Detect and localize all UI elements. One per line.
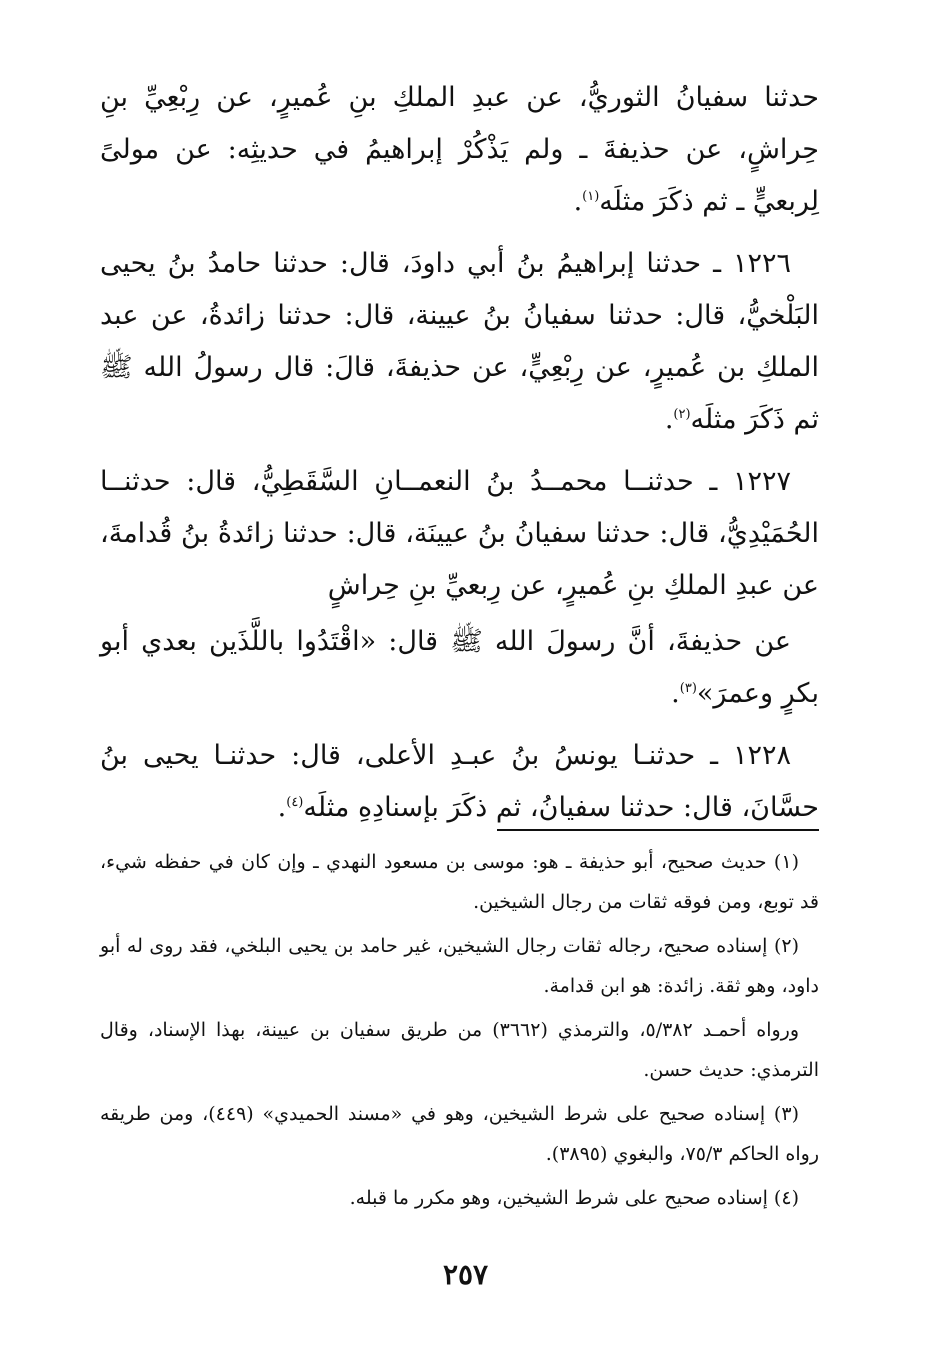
main-text: [100, 72, 819, 844]
paragraph-text: عن حذيفةَ، أنَّ رسولَ الله ﷺ قال: «اقْتَدُوا باللَّذَين بعدي أبو بكرٍ وعمرَ»: [100, 626, 819, 709]
paragraph-text: ١٢٢٧ ـ حدثنــا محمــدُ بنُ النعمــانِ السَّقَطِيُّ، قال: حدثنــا الحُمَيْدِيُّ، قال: حدثنا سفيانُ بنُ عيينَة، قال: حدثنا زائدةُ بنُ قُدامةَ، عن عبدِ الملكِ بنِ عُميرٍ، عن رِبعيِّ بنِ حِراشٍ: [100, 466, 819, 601]
paragraph-tail: .: [664, 404, 674, 435]
footnote-2: (٢) إسناده صحيح، رجاله ثقات رجال الشيخين، غير حامد بن يحيى البلخي، فقد روى له أبو داود، وهو ثقة. زائدة: هو ابن قدامة.: [100, 935, 819, 997]
paragraph-tail: .: [573, 186, 583, 217]
paragraph-1: [100, 72, 819, 228]
paragraph-text: ١٢٢٦ ـ حدثنا إبراهيمُ بنُ أبي داودَ، قال: حدثنا حامدُ بنُ يحيى البَلْخيُّ، قال: حدثنا سفيانُ بنُ عيينة، قال: حدثنا زائدةُ، عن عبد الملكِ بن عُميرٍ، عن رِبْعِيٍّ، عن حذيفةَ، قالَ: قال رسولُ الله ﷺ ثم ذَكَرَ مثلَه: [100, 248, 819, 435]
paragraph-tail: .: [277, 792, 287, 823]
footnote-4: (٤) إسناده صحيح على شرط الشيخين، وهو مكرر ما قبله.: [349, 1187, 799, 1209]
footnote-ref-3: (٣): [679, 681, 697, 696]
footnotes: [100, 842, 819, 1222]
paragraph-text: ١٢٢٨ ـ حدثنـا يونسُ بنُ عبـدِ الأعلى، قال: حدثنـا يحيى بنُ حسَّانَ، قال: حدثنا سفيانُ، ثم ذكَرَ بإسنادِهِ مثلَه: [100, 740, 819, 823]
footnote-divider: [497, 829, 819, 831]
paragraph-tail: .: [671, 678, 680, 709]
page-number: ٢٥٧: [442, 1258, 489, 1291]
hadith-1226: [100, 238, 819, 446]
hadith-1227: [100, 456, 819, 612]
footnote-ref-4: (٤): [286, 795, 304, 810]
hadith-1227-matn: [100, 616, 819, 720]
footnote-2-cont: ورواه أحمـد ٥/٣٨٢، والترمذي (٣٦٦٢) من طريق سفيان بن عيينة، بهذا الإسناد، وقال الترمذي: حديث حسن.: [100, 1019, 819, 1081]
footnote-3: (٣) إسناده صحيح على شرط الشيخين، وهو في «مسند الحميدي» (٤٤٩)، ومن طريقه رواه الحاكم ٧٥/٣، والبغوي (٣٨٩٥).: [100, 1103, 819, 1165]
paragraph-text: حدثنا سفيانُ الثوريُّ، عن عبدِ الملكِ بنِ عُميرٍ، عن رِبْعِيِّ بنِ حِراشٍ، عن حذيفةَ ـ ولم يَذْكُرْ إبراهيمُ في حديثِه: عن مولىً لِربعيٍّ ـ ثم ذكَرَ مثلَه: [100, 82, 819, 217]
footnote-ref-1: (١): [582, 189, 600, 204]
footnote-1: (١) حديث صحيح، أبو حذيفة ـ هو: موسى بن مسعود النهدي ـ وإن كان في حفظه شيء، قد توبع، ومن فوقه ثقات من رجال الشيخين.: [100, 851, 819, 913]
footnote-ref-2: (٢): [673, 407, 691, 422]
hadith-1228: [100, 730, 819, 834]
